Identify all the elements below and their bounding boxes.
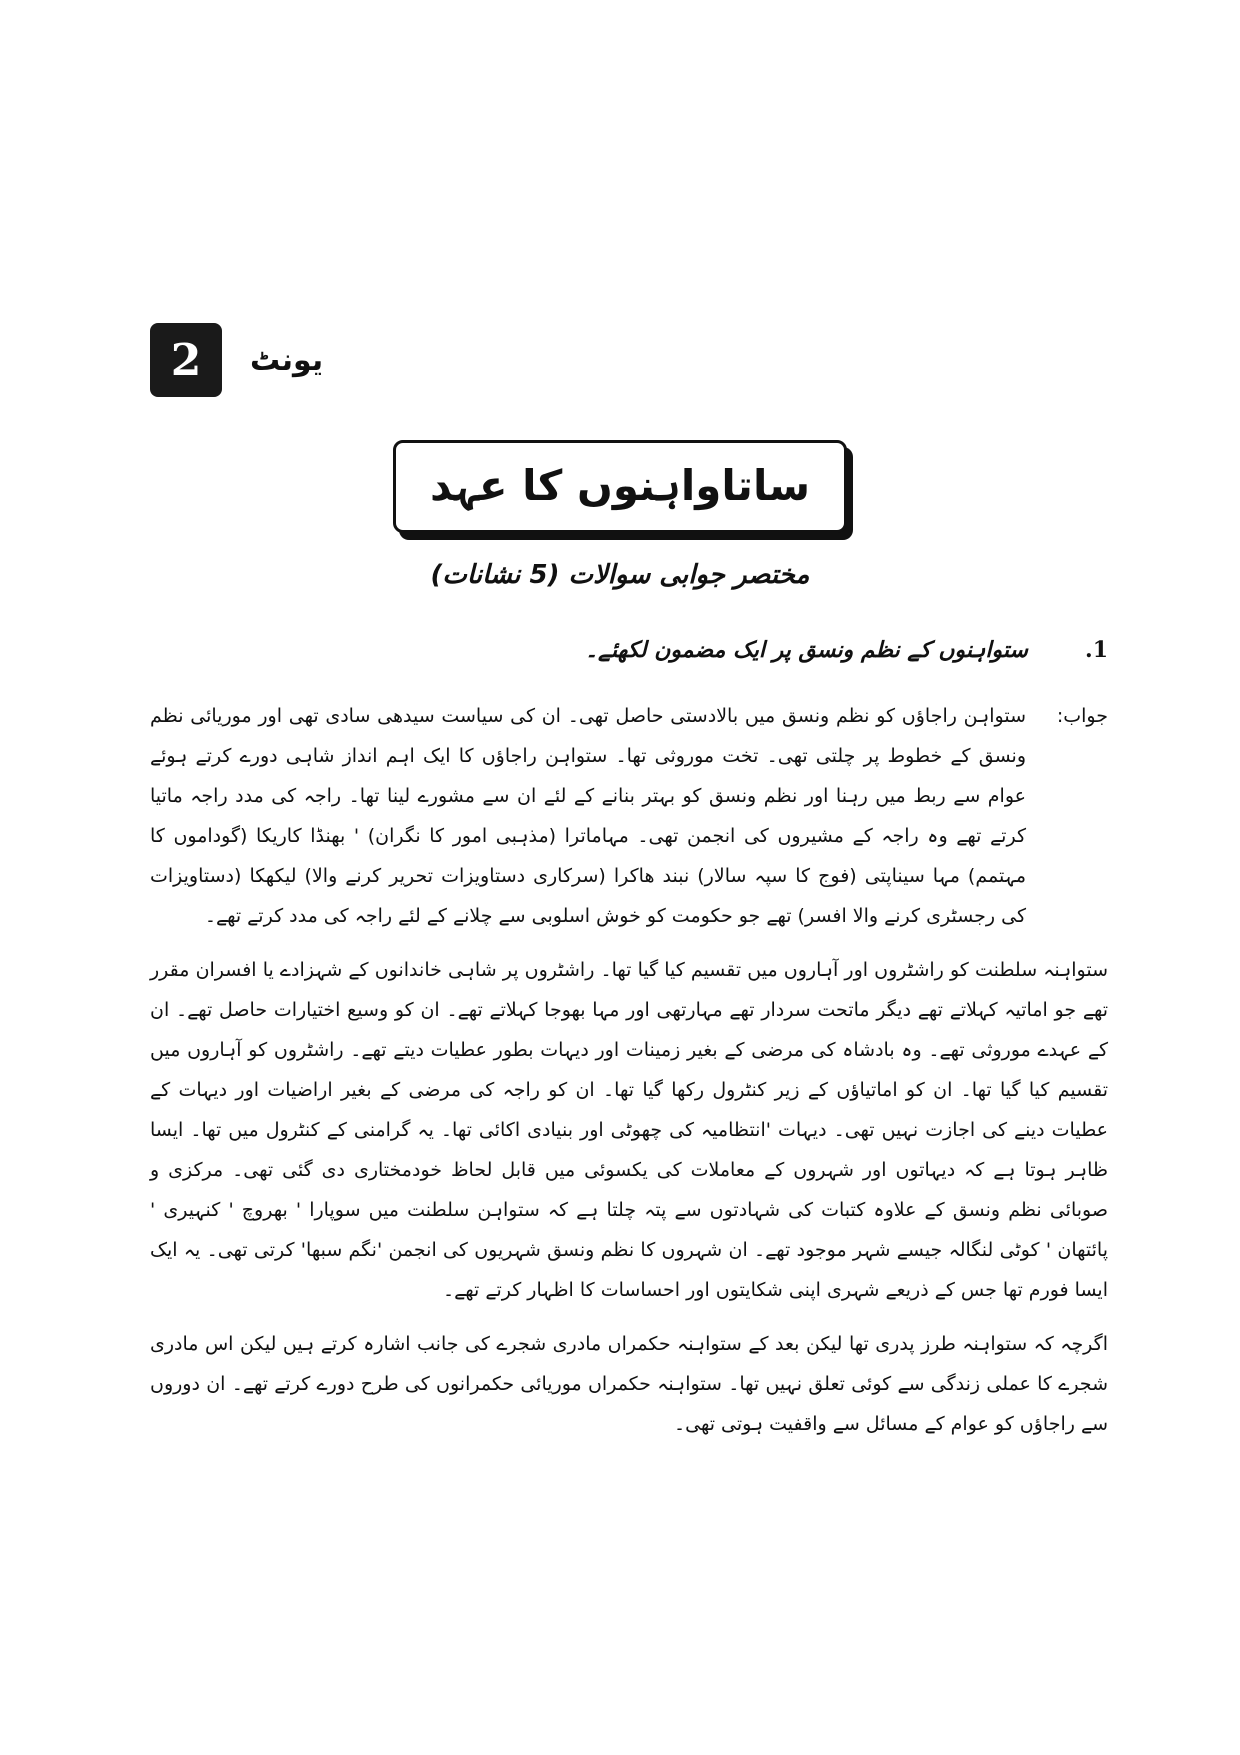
answer-paragraph-1: ستواہن راجاؤں کو نظم ونسق میں بالادستی حاصل تھی۔ ان کی سیاست سیدھی سادی تھی اور موریائی نظم ونسق کے خطوط پر چلتی تھی۔ تخت موروثی تھا۔ ستواہن راجاؤں کا ایک اہم انداز شاہی دورے کرتے ہوئے عوام سے ربط میں رہنا اور نظم ونسق کو بہتر بنانے کے لئے ان سے مشورے لینا تھا۔ راجہ کی مدد راجہ ماتیا کرتے تھے وہ راجہ کے مشیروں کی انجمن تھی۔ مہاماترا (مذہبی امور کا نگران) ' بھنڈا کاریکا (گوداموں کا مہتمم) مہا سیناپتی (فوج کا سپہ سالار) نبند ھاکرا (سرکاری دستاویزات تحریر کرنے والا) لیکھکا (دستاویزات کی رجسٹری کرنے والا افسر) تھے جو حکومت کو خوش اسلوبی سے چلانے کے لئے راجہ کی مدد کرتے تھے۔ — [150, 705, 1026, 927]
answer-paragraph-3: اگرچہ کہ ستواہنہ طرز پدری تھا لیکن بعد کے ستواہنہ حکمراں مادری شجرے کی جانب اشارہ کرتے ہیں لیکن اس مادری شجرے کا عملی زندگی سے کوئی تعلق نہیں تھا۔ ستواہنہ حکمراں موریائی حکمرانوں کی طرح دورے کرتے تھے۔ ان دوروں سے راجاؤں کو عوام کے مسائل سے واقفیت ہوتی تھی۔ — [150, 1333, 1108, 1435]
chapter-title: ساتاواہنوں کا عہد — [393, 440, 847, 533]
section-heading: مختصر جوابی سوالات (5 نشانات) — [430, 560, 810, 590]
chapter-title-wrap — [0, 440, 1240, 533]
unit-number-badge: 2 — [150, 323, 222, 397]
question-text: ستواہنوں کے نظم ونسق پر ایک مضمون لکھئے۔ — [585, 638, 1028, 663]
question-number: 1. — [1085, 637, 1108, 663]
unit-label: یونٹ — [250, 342, 324, 378]
answer-block — [150, 696, 1108, 1458]
unit-header — [150, 323, 323, 397]
answer-paragraph-2: ستواہنہ سلطنت کو راشٹروں اور آہاروں میں تقسیم کیا گیا تھا۔ راشٹروں پر شاہی خاندانوں کے شہزادے یا افسران مقرر تھے جو اماتیہ کہلاتے تھے دیگر ماتحت سردار تھے مہارتھی اور مہا بھوجا کہلاتے تھے۔ ان کو وسیع اختیارات حاصل تھے۔ ان کے عہدے موروثی تھے۔ وہ بادشاہ کی مرضی کے بغیر زمینات اور دیہات بطور عطیات دیتے تھے۔ راشٹروں کو آہاروں میں تقسیم کیا گیا تھا۔ ان کو اماتیاؤں کے زیر کنٹرول رکھا گیا تھا۔ ان کو راجہ کی مرضی کے بغیر اراضیات اور دیہات کے عطیات دینے کی اجازت نہیں تھی۔ دیہات 'انتظامیہ کی چھوٹی اور بنیادی اکائی تھا۔ یہ گرامنی کے کنٹرول میں تھا۔ ایسا ظاہر ہوتا ہے کہ دیہاتوں اور شہروں کے معاملات کی یکسوئی میں قابل لحاظ خودمختاری دی گئی تھی۔ مرکزی و صوبائی نظم ونسق کے علاوہ کتبات کی شہادتوں سے پتہ چلتا ہے کہ ستواہن سلطنت میں سوپارا ' بھروچ ' کنہیری ' پائتھان ' کوٹی لنگالہ جیسے شہر موجود تھے۔ ان شہروں کا نظم ونسق شہریوں کی انجمن 'نگم سبھا' کرتی تھی۔ یہ ایک ایسا فورم تھا جس کے ذریعے شہری اپنی شکایتوں اور احساسات کا اظہار کرتے تھے۔ — [150, 959, 1108, 1301]
answer-label: جواب: — [1056, 705, 1108, 727]
question-row — [150, 637, 1108, 663]
